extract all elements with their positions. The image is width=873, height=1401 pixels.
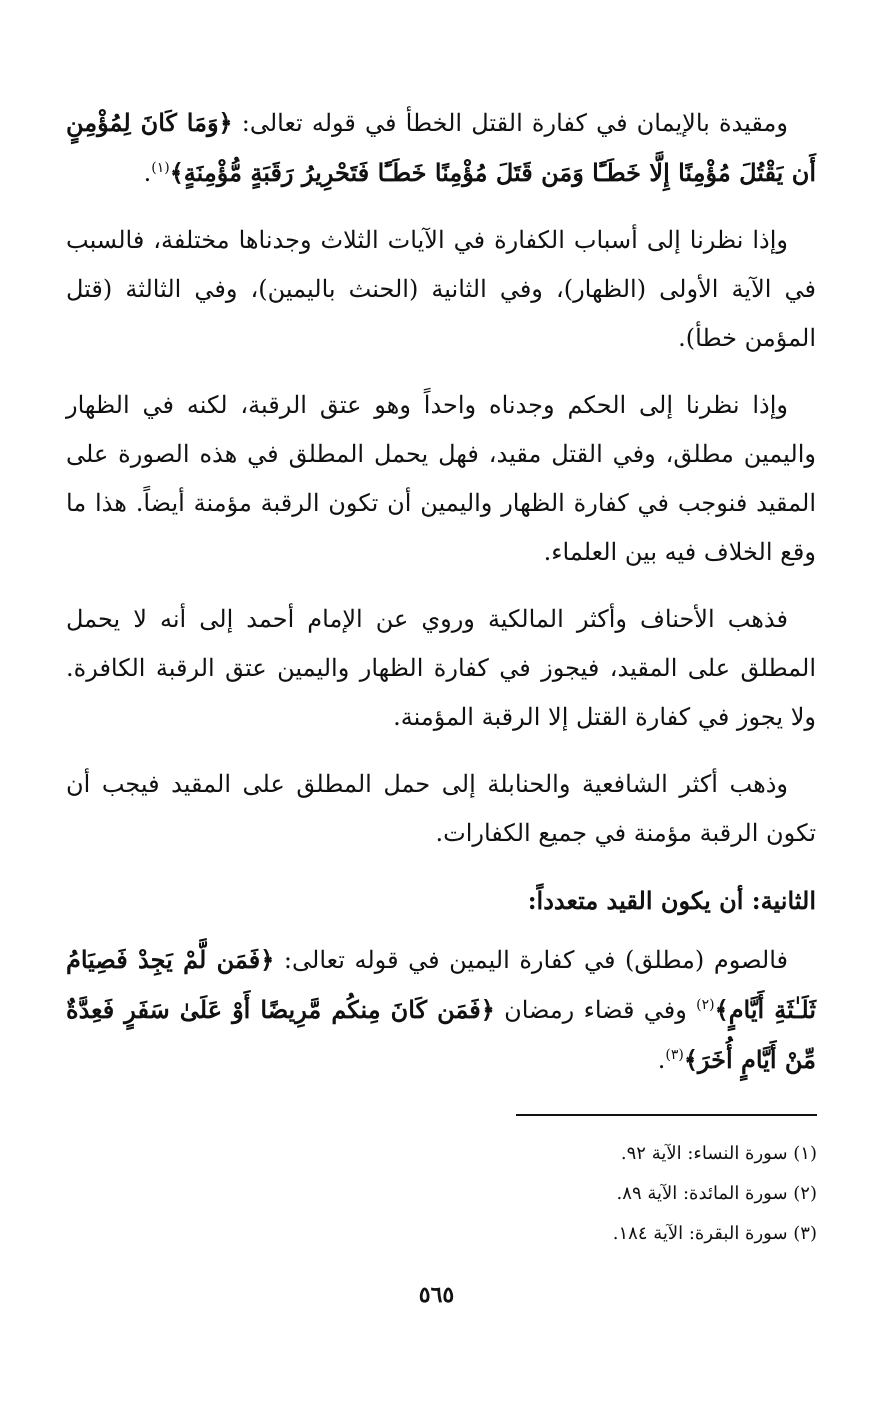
paragraph-6-tail: . — [657, 1046, 666, 1074]
paragraph-6-intro: فالصوم (مطلق) في كفارة اليمين في قوله تعالى: — [274, 946, 789, 974]
quran-quote-3: ﴿فَمَن كَانَ مِنكُم مَّرِيضًا أَوْ عَلَىٰ سَفَرٍ فَعِدَّةٌ مِّنْ أَيَّامٍ أُخَرَ﴾ — [66, 995, 816, 1074]
paragraph-2: وإذا نظرنا إلى أسباب الكفارة في الآيات الثلاث وجدناها مختلفة، فالسبب في الآية الأولى (الظهار)، وفي الثانية (الحنث باليمين)، وفي الثالثة (قتل المؤمن خطأ). — [66, 226, 816, 352]
footnote-1: (١) سورة النساء: الآية ٩٢. — [620, 1143, 817, 1164]
footnote-3: (٣) سورة البقرة: الآية ١٨٤. — [612, 1223, 817, 1244]
page-number: ٥٦٥ — [418, 1282, 455, 1308]
footnote-ref-3: (٣) — [665, 1047, 684, 1063]
paragraph-3: وإذا نظرنا إلى الحكم وجدناه واحداً وهو عتق الرقبة، لكنه في الظهار واليمين مطلق، وفي القتل مقيد، فهل يحمل المطلق في هذه الصورة على المقيد فنوجب في كفارة الظهار واليمين أن تكون الرقبة مؤمنة أيضاً. هذا ما وقع الخلاف فيه بين العلماء. — [66, 391, 816, 566]
footnote-2: (٢) سورة المائدة: الآية ٨٩. — [616, 1183, 817, 1204]
section-heading: الثانية: أن يكون القيد متعدداً: — [527, 886, 816, 915]
paragraph-5: وذهب أكثر الشافعية والحنابلة إلى حمل المطلق على المقيد فيجب أن تكون الرقبة مؤمنة في جميع الكفارات. — [66, 770, 816, 847]
paragraph-1-intro: ومقيدة بالإيمان في كفارة القتل الخطأ في قوله تعالى: — [232, 109, 788, 137]
paragraph-6 — [66, 935, 816, 1085]
paragraph-6-mid: وفي قضاء رمضان — [494, 996, 697, 1024]
quran-quote-2: ﴿فَمَن لَّمْ يَجِدْ فَصِيَامُ ثَلَـٰثَةِ أَيَّامٍ﴾ — [66, 945, 817, 1024]
paragraph-1 — [66, 98, 816, 198]
paragraph-4: فذهب الأحناف وأكثر المالكية وروي عن الإمام أحمد إلى أنه لا يحمل المطلق على المقيد، فيجوز في كفارة الظهار واليمين عتق الرقبة الكافرة. ولا يجوز في كفارة القتل إلا الرقبة المؤمنة. — [66, 605, 816, 731]
footnotes — [466, 1134, 817, 1254]
main-text — [66, 98, 816, 1103]
footnote-ref-2: (٢) — [696, 997, 715, 1013]
footnote-separator — [516, 1114, 817, 1116]
quran-quote-1: ﴿وَمَا كَانَ لِمُؤْمِنٍ أَن يَقْتُلَ مُؤْمِنًا إِلَّا خَطَـًٔا وَمَن قَتَلَ مُؤْمِنًا خَطَـًٔا فَتَحْرِيرُ رَقَبَةٍ مُّؤْمِنَةٍ﴾ — [66, 108, 816, 187]
footnote-ref-1: (١) — [151, 160, 170, 176]
paragraph-1-tail: . — [143, 159, 152, 187]
